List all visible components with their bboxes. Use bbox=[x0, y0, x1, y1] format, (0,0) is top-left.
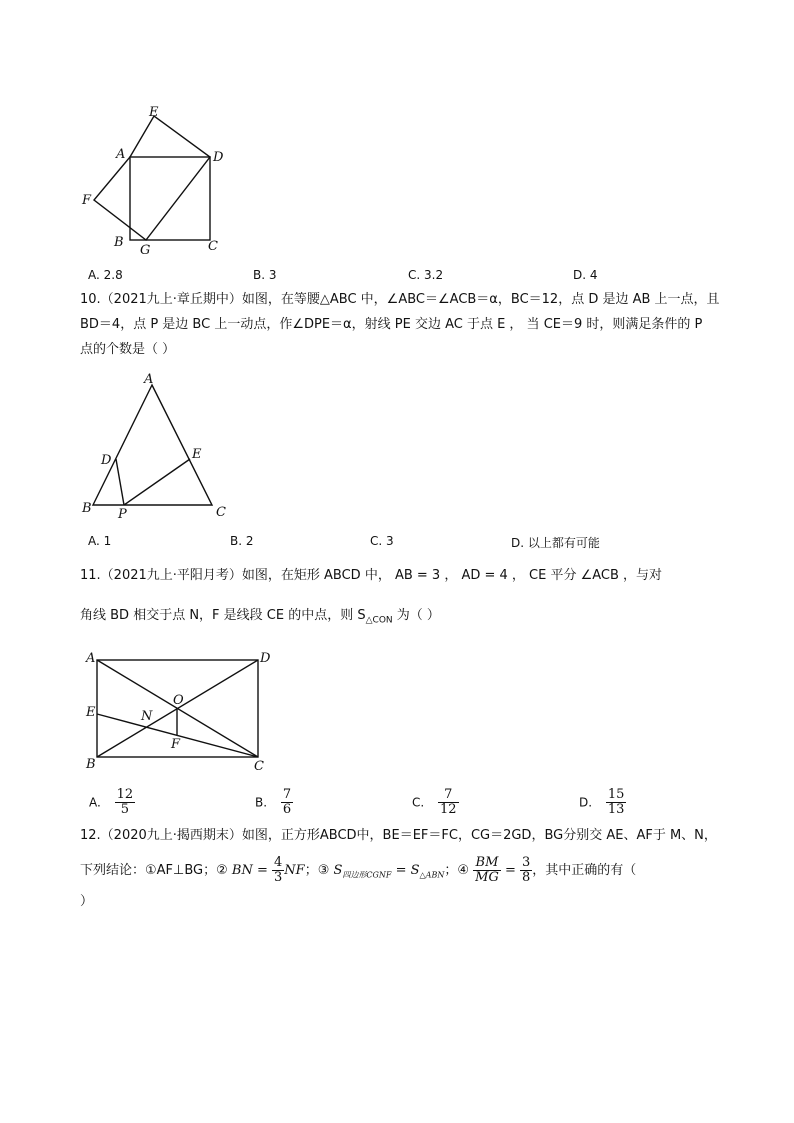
q12-claim2-right: NF bbox=[284, 863, 305, 878]
q12-claim3-sub2: △ABN bbox=[419, 870, 445, 880]
q9-option-c[interactable]: C. 3.2 bbox=[408, 268, 444, 282]
q10-label-d: D bbox=[101, 453, 112, 468]
q12-claim4-den2: 8 bbox=[522, 870, 531, 885]
q9-label-e: E bbox=[149, 105, 159, 120]
q11-label-o: O bbox=[173, 693, 184, 708]
q11-option-a[interactable] bbox=[89, 788, 135, 817]
q9-square-abcd bbox=[130, 157, 210, 240]
q11-option-d[interactable] bbox=[579, 788, 626, 817]
q10-option-d[interactable]: D. 以上都有可能 bbox=[511, 536, 600, 550]
q12-text-line1: 12.（2020九上·揭西期末）如图，正方形ABCD中，BE＝EF＝FC，CG＝2GD，BG分别交 AE、AF于 M、N， bbox=[80, 828, 717, 843]
q11-text-line2-a: 角线 BD 相交于点 N，F 是线段 CE 的中点，则 S bbox=[80, 608, 366, 623]
q10-option-c[interactable]: C. 3 bbox=[370, 534, 394, 548]
q12-claim2-fraction bbox=[272, 856, 284, 885]
q11-option-c-label: C. bbox=[412, 795, 425, 810]
q11-label-e: E bbox=[86, 705, 96, 720]
q11-option-d-num: 15 bbox=[607, 787, 625, 802]
q11-option-c-num: 7 bbox=[438, 788, 459, 803]
q11-label-d: D bbox=[260, 651, 271, 666]
q11-figure bbox=[82, 646, 278, 774]
q11-option-c[interactable] bbox=[412, 788, 459, 817]
q11-option-a-label: A. bbox=[89, 795, 101, 810]
q12-claim4-den1: MG bbox=[475, 870, 499, 885]
q10-text-line3: 点的个数是（ ） bbox=[80, 342, 176, 357]
q11-area-subscript: △CON bbox=[365, 615, 393, 626]
q10-label-e: E bbox=[192, 447, 202, 462]
q10-option-b[interactable]: B. 2 bbox=[230, 534, 254, 548]
q11-option-b-label: B. bbox=[255, 795, 268, 810]
q12-claim4-eq: = bbox=[500, 863, 516, 878]
q9-option-a[interactable]: A. 2.8 bbox=[88, 268, 123, 282]
q11-text-line1: 11.（2021九上·平阳月考）如图，在矩形 ABCD 中， AB = 3 ， AD = 4 ， CE 平分 ∠ACB ，与对 bbox=[80, 568, 663, 583]
q12-claim2-left: BN = bbox=[231, 863, 268, 878]
q10-option-a[interactable]: A. 1 bbox=[88, 534, 112, 548]
q9-label-a: A bbox=[116, 147, 126, 162]
q11-option-a-num: 12 bbox=[116, 787, 134, 802]
q11-option-c-fraction bbox=[438, 788, 459, 817]
q10-figure bbox=[78, 368, 238, 526]
q9-rectangle-edgf bbox=[94, 116, 210, 240]
q11-label-b: B bbox=[86, 757, 96, 772]
q10-label-c: C bbox=[216, 505, 226, 520]
q12-claim2-den: 3 bbox=[274, 870, 283, 885]
q11-label-n: N bbox=[141, 709, 153, 724]
q12-line2-prefix: 下列结论：①AF⊥BG；② bbox=[80, 863, 232, 878]
q10-triangle-abc bbox=[93, 385, 212, 505]
q11-option-b[interactable] bbox=[255, 788, 293, 817]
q11-label-c: C bbox=[254, 759, 264, 774]
q11-option-b-num: 7 bbox=[282, 787, 292, 802]
q9-label-d: D bbox=[213, 150, 224, 165]
q11-option-b-den: 6 bbox=[282, 802, 292, 817]
q10-label-b: B bbox=[82, 501, 92, 516]
q10-text-line2: BD＝4，点 P 是边 BC 上一动点，作∠DPE＝α，射线 PE 交边 AC 于点 E ， 当 CE＝9 时，则满足条件的 P bbox=[80, 317, 703, 332]
q12-claim4-fraction2 bbox=[520, 856, 532, 885]
q10-text-line1: 10.（2021九上·章丘期中）如图，在等腰△ABC 中，∠ABC＝∠ACB＝α，BC＝12，点 D 是边 AB 上一点，且 bbox=[80, 292, 720, 307]
q11-option-b-fraction bbox=[281, 788, 293, 817]
q9-option-d[interactable]: D. 4 bbox=[573, 268, 598, 282]
q11-option-d-label: D. bbox=[579, 795, 593, 810]
q11-option-c-den: 12 bbox=[440, 802, 457, 817]
q11-text-line2 bbox=[80, 606, 440, 631]
q12-text-line2 bbox=[80, 856, 636, 891]
q10-segment-pe bbox=[124, 459, 190, 505]
q11-label-a: A bbox=[86, 651, 96, 666]
q9-option-b[interactable]: B. 3 bbox=[253, 268, 277, 282]
q11-option-d-den: 13 bbox=[607, 802, 625, 817]
q10-label-a: A bbox=[144, 372, 154, 387]
q12-claim2-num: 4 bbox=[274, 855, 283, 870]
q11-option-d-fraction bbox=[606, 788, 627, 817]
q9-label-b: B bbox=[114, 235, 124, 250]
q9-label-f: F bbox=[82, 193, 92, 208]
q12-claim4-num1: BM bbox=[473, 856, 501, 871]
q12-claim3-eq: = S bbox=[391, 863, 420, 878]
q12-text-line3: ） bbox=[80, 894, 94, 909]
q12-claim4-num2: 3 bbox=[522, 855, 531, 870]
q12-claim3-sub1: 四边形CGNF bbox=[342, 870, 392, 880]
q12-claim4-fraction1 bbox=[473, 856, 501, 885]
q9-figure bbox=[76, 98, 236, 258]
q10-segment-dp bbox=[116, 459, 124, 505]
q9-label-g: G bbox=[140, 243, 151, 258]
q11-option-a-den: 5 bbox=[120, 802, 130, 817]
q12-separator-1: ；③ bbox=[304, 863, 334, 878]
q11-label-f: F bbox=[171, 737, 181, 752]
q12-line2-suffix: ，其中正确的有（ bbox=[532, 863, 637, 878]
q12-separator-2: ；④ bbox=[444, 863, 474, 878]
q12-claim3-s1: S bbox=[333, 863, 343, 878]
q10-label-p: P bbox=[118, 507, 127, 522]
q11-text-line2-b: 为（ ） bbox=[392, 608, 440, 623]
q9-label-c: C bbox=[208, 239, 218, 254]
q11-option-a-fraction bbox=[115, 788, 136, 817]
